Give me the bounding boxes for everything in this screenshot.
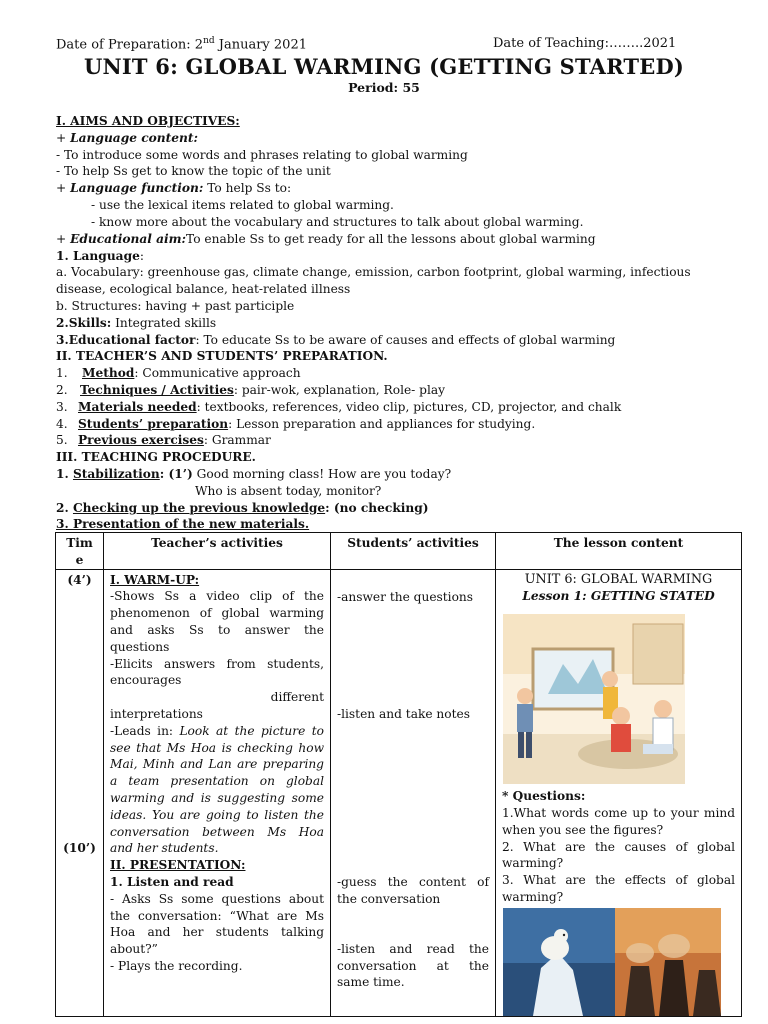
t3a: -Leads in: (110, 723, 180, 738)
language-function-text: To help Ss to: (203, 181, 292, 195)
student-activity-3: -guess the content of the conversation (337, 875, 489, 906)
teacher-activity-2 (110, 656, 324, 723)
polar-bear-image (503, 908, 615, 1016)
prep-item-label: Materials needed (78, 400, 197, 414)
classroom-illustration (503, 614, 685, 784)
language-num: 1. Language (56, 249, 140, 263)
warmup-title: I. WARM-UP: (110, 572, 200, 587)
section-procedure-heading: III. TEACHING PROCEDURE. (56, 450, 256, 464)
vocabulary-line-1: a. Vocabulary: greenhouse gas, climate change, emission, carbon footprint, global warming, infectious (56, 265, 691, 279)
teacher-activity-1: -Shows Ss a video clip of the phenomenon of global warming and asks Ss to answer the questions (110, 589, 324, 654)
educational-aim-label: Educational aim: (70, 232, 187, 246)
stabilization-line-2: Who is absent today, monitor? (195, 484, 382, 498)
power-plant-svg (615, 908, 721, 1016)
t3b: Look at the picture to see that Ms Hoa is checking how Mai, Minh and Lan are preparing a team presentation on global warming and is suggesting some ideas. You are going to listen the conversation between Ms Hoa and her students. (110, 723, 324, 856)
table-header-row (56, 533, 742, 570)
power-plant-image (615, 908, 721, 1016)
lesson-table (55, 532, 742, 1017)
prep-item-num: 5. (56, 433, 68, 447)
lc-item-1: - To introduce some words and phrases relating to global warming (56, 148, 468, 162)
classroom-illustration-svg (503, 614, 685, 784)
t2b: different (270, 690, 324, 705)
prep-item-num: 4. (56, 417, 68, 431)
period: Period: 55 (348, 80, 420, 95)
presentation-line: 3. Presentation of the new materials. (56, 517, 310, 531)
language-content-label: Language content: (70, 131, 199, 145)
plus-sign: + (56, 131, 71, 145)
questions-title: * Questions: (502, 789, 586, 804)
prep-item-num: 1. (56, 366, 68, 380)
prep-item-num: 2. (56, 383, 68, 397)
presentation-title: II. PRESENTATION: (110, 858, 246, 873)
plus-sign: + (56, 232, 71, 246)
prep-item (56, 416, 535, 432)
lf-item-2: - know more about the vocabulary and structures to talk about global warming. (91, 215, 584, 229)
t2a: -Elicits answers from students, encourages (110, 656, 324, 688)
question-2: 2. What are the causes of global warming? (502, 839, 735, 871)
student-activity-2: -listen and take notes (337, 707, 470, 722)
language-colon: : (139, 249, 144, 263)
student-activity-1: -answer the questions (337, 589, 474, 604)
language-heading (56, 248, 144, 264)
prep-item-text: : Communicative approach (134, 366, 301, 380)
table-row (56, 569, 742, 1016)
prep-item-text: : Grammar (203, 433, 271, 447)
date-of-teaching: Date of Teaching:……..2021 (493, 36, 677, 51)
language-function-line (56, 180, 291, 196)
skills-line (56, 315, 216, 331)
question-1: 1.What words come up to your mind when you see the figures? (502, 805, 735, 837)
prep-item-text: : textbooks, references, video clip, pictures, CD, projector, and chalk (196, 400, 622, 414)
skills-text: Integrated skills (111, 316, 217, 330)
checking-line (56, 500, 429, 516)
col-header-teacher: Teacher’s activities (104, 533, 331, 570)
content-title: UNIT 6: GLOBAL WARMING (524, 571, 713, 587)
check-label: Checking up the previous knowledge (72, 501, 326, 515)
t2c: interpretations (110, 706, 203, 721)
language-content-line (56, 130, 198, 146)
teacher-activity-3 (110, 723, 324, 857)
educational-factor-label: 3.Educational factor (56, 333, 196, 347)
prep-item-text: : pair-wok, explanation, Role- play (233, 383, 446, 397)
col-header-students: Students’ activities (331, 533, 496, 570)
educational-factor-text: : To educate Ss to be aware of causes and effects of global warming (195, 333, 616, 347)
prep-item-num: 3. (56, 400, 68, 414)
vocabulary-line-2: disease, ecological balance, heat-related illness (56, 282, 351, 296)
stab-time: : (1’) (159, 467, 193, 481)
prep-rest: January 2021 (214, 37, 307, 53)
prep-label: Date of Preparation: 2 (56, 37, 204, 53)
listen-title: 1. Listen and read (110, 874, 234, 889)
time-cell (56, 569, 104, 1016)
language-function-label: Language function: (70, 181, 204, 195)
educational-aim-line (56, 231, 596, 247)
time-presentation: (10’) (63, 841, 96, 856)
prep-item-label: Previous exercises (78, 433, 204, 447)
teacher-activity-4: - Asks Ss some questions about the conversation: “What are Ms Hoa and her students talking about?” (110, 891, 324, 957)
time-warmup: (4’) (67, 572, 92, 587)
prep-item-label: Techniques / Activities (80, 383, 234, 397)
effects-images (503, 908, 735, 1016)
teacher-activity-5: - Plays the recording. (110, 958, 243, 973)
lc-item-2: - To help Ss get to know the topic of the unit (56, 164, 331, 178)
stab-text: Good morning class! How are you today? (192, 467, 452, 481)
students-cell (331, 569, 496, 1016)
date-of-preparation (56, 36, 307, 52)
page-title: UNIT 6: GLOBAL WARMING (GETTING STARTED) (84, 54, 684, 79)
section-aims-heading: I. AIMS AND OBJECTIVES: (56, 114, 240, 128)
polar-bear-svg (503, 908, 615, 1016)
prep-item (56, 432, 271, 448)
check-text: : (no checking) (325, 501, 429, 515)
lf-item-1: - use the lexical items related to global warming. (91, 198, 394, 212)
student-activity-4: -listen and read the conversation at the same time. (337, 941, 489, 990)
prep-item-label: Method (82, 366, 135, 380)
educational-aim-text: To enable Ss to get ready for all the lessons about global warming (186, 232, 596, 246)
col-header-content: The lesson content (496, 533, 742, 570)
content-cell (496, 569, 742, 1016)
stab-label: Stabilization (72, 467, 160, 481)
prep-item (56, 365, 301, 381)
prep-sup: nd (203, 36, 215, 46)
stabilization-line (56, 466, 451, 482)
content-subtitle: Lesson 1: GETTING STATED (522, 589, 715, 604)
section-preparation-heading: II. TEACHER’S AND STUDENTS’ PREPARATION. (56, 349, 388, 363)
col-header-time: Tim e (56, 533, 104, 570)
teacher-cell (104, 569, 331, 1016)
prep-item (56, 399, 621, 415)
question-3: 3. What are the effects of global warming? (502, 873, 735, 904)
stab-num: 1. (56, 467, 73, 481)
prep-item (56, 382, 445, 398)
structures-line: b. Structures: having + past participle (56, 299, 295, 313)
educational-factor-line (56, 332, 615, 348)
check-num: 2. (56, 501, 73, 515)
prep-item-label: Students’ preparation (78, 417, 229, 431)
skills-label: 2.Skills: (56, 316, 112, 330)
prep-item-text: : Lesson preparation and appliances for studying. (228, 417, 536, 431)
plus-sign: + (56, 181, 71, 195)
